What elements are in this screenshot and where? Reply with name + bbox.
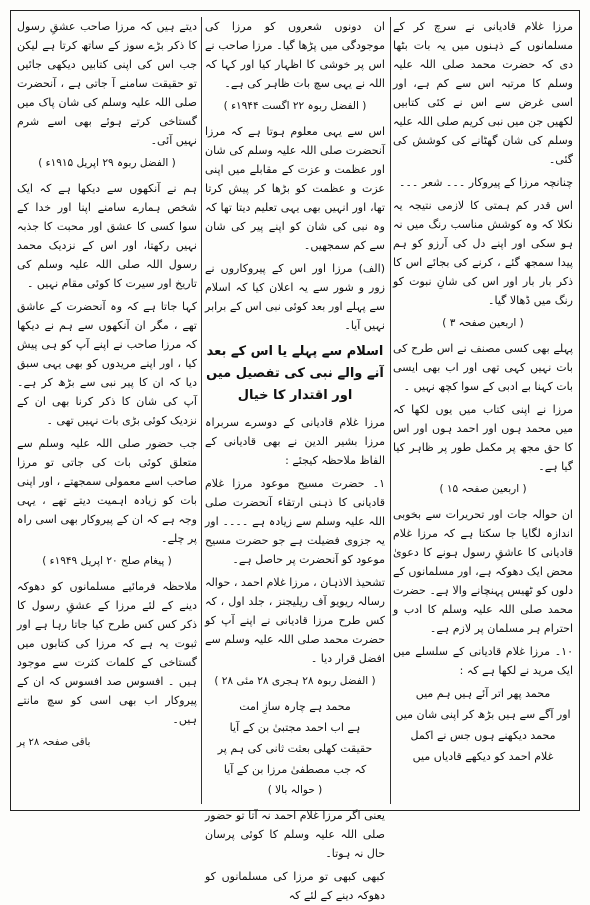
poetry-line: ہے اب احمد مجتبیٰ بن کے آیا xyxy=(229,721,361,734)
poetry-line: اور آگے سے ہیں بڑھ کر اپنی شان میں xyxy=(395,708,571,721)
paragraph: کہا جاتا ہے کہ وہ آنحضرت کے عاشق تھے ، مگر ان آنکھوں سے ہم نے دیکھا کہ مرزا صاحب نے اپنے آپ کو ہی پیش کیا ، اور اپنے مریدوں کو بھی یہی سبق دیا کہ ان کا پیر نبی سے بڑھ کر ہے۔ آپ کی شان کا ذکر کرنا بھی ان کے نزدیک کوئی بڑی بات نہیں تھی ۔ xyxy=(17,300,197,427)
poetry-line: کہ جب مصطفیٰ مرزا بن کے آیا xyxy=(223,763,367,776)
paragraph: پہلے بھی کسی مصنف نے اس طرح کی بات نہیں کہی تھی اور اب بھی ایسی بات کہنا بے ادبی کے سوا کچھ نہیں ۔ xyxy=(393,342,573,393)
paragraph: جب حضور صلی اللہ علیہ وسلم سے متعلق کوئی بات کی جاتی تو مرزا صاحب اسے معمولی سمجھتے ، اور اپنی بات کو زیادہ اہمیت دیتے تھے ، یہی وجہ ہے کہ ان کے پیروکار بھی اسی راہ پر چلے۔ xyxy=(17,437,197,545)
citation: ( اربعین صفحہ ۳ ) xyxy=(442,317,524,329)
paragraph: کبھی کبھی تو مرزا کی مسلمانوں کو دھوکہ دینے کے لئے کہ xyxy=(205,870,385,902)
poetry-line: غلام احمد کو دیکھے قادیاں میں xyxy=(412,750,554,763)
citation: ( اربعین صفحہ ۱۵ ) xyxy=(439,483,527,495)
column-divider xyxy=(201,17,202,804)
paragraph: ان دونوں شعروں کو مرزا کی موجودگی میں پڑھا گیا۔ مرزا صاحب نے اس پر خوشی کا اظہار کیا اور کہا کہ اللہ نے یہی سچ بات ظاہر کی ہے۔ xyxy=(205,20,385,90)
section-heading: اسلام سے پہلے یا اس کے بعد آنے والے نبی کی تفصیل میں اور اقتدار کا خیال xyxy=(206,344,384,403)
poetry-line: محمد دیکھنے ہوں جس نے اکمل xyxy=(410,729,556,742)
paragraph: ۱۰۔ مرزا غلام قادیانی کے سلسلے میں ایک مرید نے لکھا ہے کہ : xyxy=(393,645,573,677)
paragraph: اس سے یہی معلوم ہوتا ہے کہ مرزا آنحضرت صلی اللہ علیہ وسلم کی شان اور عظمت و عزت کے مقابلے میں اپنی عزت و عظمت کو بڑھا کر پیش کرتا تھا، اور انہیں بھی یہی تعلیم دیتا تھا کہ وہ نبی کی شان کو اپنے پیر کی شان سے کم سمجھیں۔ xyxy=(205,125,385,252)
paragraph: اس قدر کم ہمتی کا لازمی نتیجہ یہ نکلا کہ وہ کوشش مناسب رنگ میں نہ ہو سکی اور اپنے دل کی آرزو کو ہم پیدا سمجھ گئے ، کرنے کی بجائے اس کا ذکر بار بار اور اس کی شانِ نبوت کو رنگ میں ڈھالا گیا۔ xyxy=(393,199,573,307)
paragraph: ہم نے آنکھوں سے دیکھا ہے کہ ایک شخص ہمارے سامنے اپنا اور خدا کے سوا کسی کا عشق اور محبت کا جذبہ نہیں رکھتا، اور اس کے نزدیک محمد رسول اللہ صلی اللہ علیہ وسلم کی تاریخ اور سیرت کا کوئی مقام نہیں ۔ xyxy=(17,182,197,290)
citation: ( الفضل ربوہ ۲۹ اپریل ۱۹۱۵ء ) xyxy=(38,157,176,169)
column-right xyxy=(393,17,573,804)
column-left xyxy=(17,17,197,804)
citation: ( الفضل ربوہ ۲۸ ہجری ۲۸ مئی ۲۸ ) xyxy=(214,675,376,687)
poetry-line: حقیقت کھلی بعثت ثانی کی ہم پر xyxy=(217,742,373,755)
citation: ( پیغام صلح ۲۰ اپریل ۱۹۴۹ء ) xyxy=(42,555,172,567)
citation: ( حوالہ بالا ) xyxy=(267,784,323,796)
paragraph: (الف) مرزا اور اس کے پیروکاروں نے زور و شور سے یہ اعلان کیا کہ اسلام سے پہلے اور بعد کوئی نبی اس کے برابر نہیں آیا۔ xyxy=(205,262,385,332)
paragraph: یعنی اگر مرزا غلام احمد نہ آتا تو حضور صلی اللہ علیہ وسلم کا کوئی پرسان حال نہ ہوتا۔ xyxy=(205,809,385,860)
paragraph: چنانچہ مرزا کے پیروکار ۔۔۔ شعر ۔۔۔ xyxy=(399,176,573,189)
paragraph: تشحیذ الاذہان ، مرزا غلام احمد ، حوالہ رسالہ ریویو آف ریلیجنز ، جلد اول ، کہ کس طرح مرزا قادیانی نے اپنے آپ کو حضرت محمد صلی اللہ علیہ وسلم سے افضل قرار دیا ۔ xyxy=(205,576,385,665)
paragraph: ۱۔ حضرت مسیح موعود مرزا غلام قادیانی کا ذہنی ارتقاء آنحضرت صلی اللہ علیہ وسلم سے زیادہ ہے ۔۔۔۔ اور یہ جزوی فضیلت ہے جو حضرت مسیح موعود کو آنحضرت پر حاصل ہے۔ xyxy=(205,477,385,566)
continuation-note: باقی صفحہ ۲۸ پر xyxy=(17,737,91,748)
paragraph: ان حوالہ جات اور تحریرات سے بخوبی اندازہ لگایا جا سکتا ہے کہ مرزا غلام قادیانی کا عاشقِ رسول ہونے کا دعویٰ محض ایک دھوکہ ہے، اور مسلمانوں کے دلوں کو ٹھیس پہنچانے والا ہے۔ حضرت محمد صلی اللہ علیہ وسلم کا ادب و احترام ہر مسلمان پر لازم ہے۔ xyxy=(393,508,573,635)
paragraph: مرزا غلام قادیانی کے دوسرے سربراہ مرزا بشیر الدین نے بھی قادیانی کے الفاظ ملاحظہ کیجئے : xyxy=(205,416,385,467)
citation: ( الفضل ربوہ ۲۲ اگست ۱۹۴۴ء ) xyxy=(223,100,367,112)
column-divider xyxy=(390,17,391,804)
poetry-line: محمد ہے چارہ سازِ امت xyxy=(239,700,351,713)
column-middle xyxy=(205,17,385,902)
paragraph: دیتے ہیں کہ مرزا صاحب عشقِ رسول کا ذکر بڑے سوز کے ساتھ کرتا ہے لیکن جب اس کی اپنی کتابیں دیکھی جائیں تو حقیقت سامنے آ جاتی ہے ، آنحضرت صلی اللہ علیہ وسلم کی شان پاک میں گستاخی کرتے ہوئے بھی اسے شرم نہیں آئی۔ xyxy=(17,20,197,147)
poetry-line: محمد پھر اتر آئے ہیں ہم میں xyxy=(415,687,551,700)
paragraph: مرزا نے اپنی کتاب میں یوں لکھا کہ میں محمد ہوں اور احمد ہوں اور اس کا حق مجھ پر مکمل طور پر ظاہر کیا گیا ہے۔ xyxy=(393,403,573,473)
newspaper-page xyxy=(10,10,580,902)
paragraph: مرزا غلام قادیانی نے سرچ کر کے مسلمانوں کے ذہنوں میں یہ بات بٹھا دی کہ حضرت محمد صلی اللہ علیہ وسلم کا مرتبہ اس سے کم ہے، اور اسی غرض سے اس نے کئی کتابیں لکھیں جن میں نبی کریم صلی اللہ علیہ وسلم کی شان گھٹانے کی کوشش کی گئی۔ xyxy=(393,20,573,166)
paragraph: ملاحظہ فرمائیے مسلمانوں کو دھوکہ دینے کے لئے مرزا کے عشقِ رسول کا ذکر کس کس طرح کیا جاتا رہا ہے اور ثبوت یہ ہے کہ مرزا کی کتابوں میں گستاخی کے کلمات کثرت سے موجود ہیں ۔ افسوس صد افسوس کہ ان کے پیروکار اب بھی اسی کو سچ مانتے ہیں۔ xyxy=(17,580,197,726)
